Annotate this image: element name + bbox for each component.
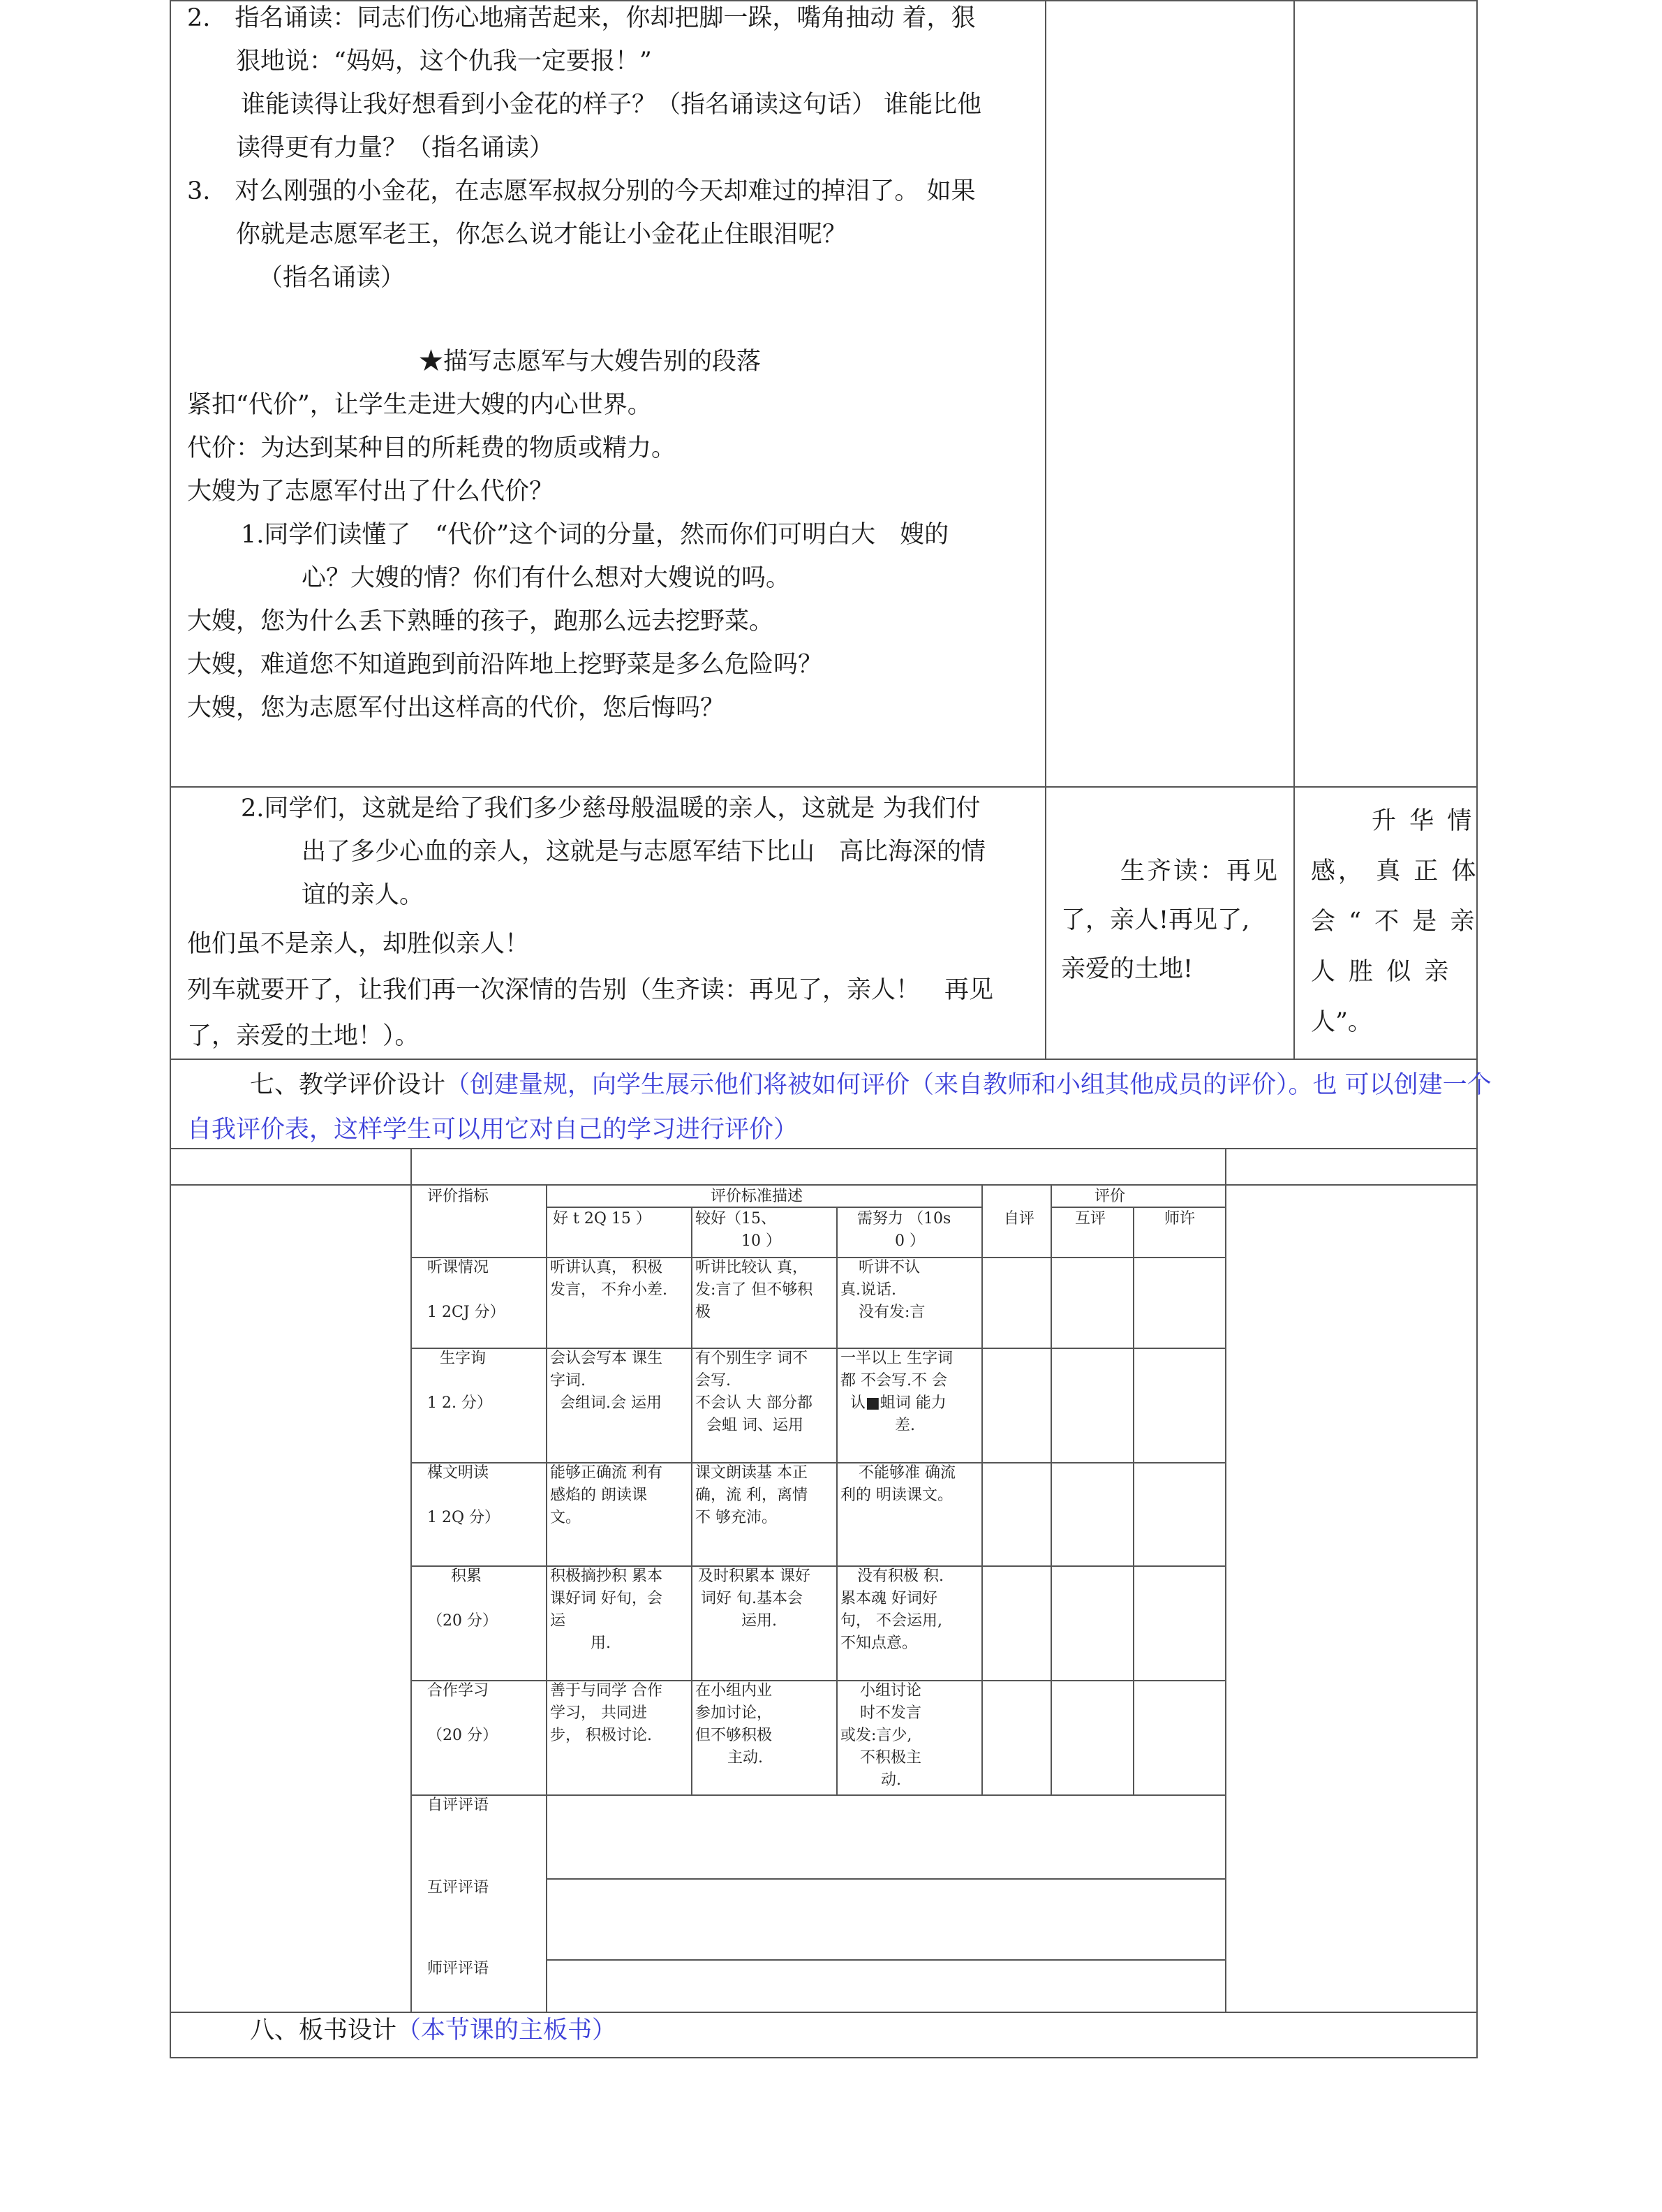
rubric-level-poor: 需努力 （10s <box>857 1210 951 1227</box>
rubric-poor: 不知点意。 <box>840 1635 918 1652</box>
text-line: 大嫂，您为志愿军付出这样高的代价，您后悔吗？ <box>187 694 725 722</box>
rubric-level-good: 好 t 2Q 15 ） <box>553 1210 651 1227</box>
design-intent: 感， 真 正 体 <box>1311 857 1479 885</box>
student-activity: 亲爱的土地! <box>1061 955 1194 983</box>
rubric-vline <box>1051 1184 1052 1794</box>
section-heading: ★描写志愿军与大嫂告别的段落 <box>419 348 762 376</box>
rubric-fair: 不会认 大 部分都 <box>695 1394 813 1412</box>
column-divider-intent <box>1293 0 1295 1060</box>
rubric-level-fair: 较好（15、 <box>695 1210 776 1227</box>
rubric-vline <box>691 1207 692 1794</box>
text-line: 1.同学们读懂了 “代价”这个词的分量，然而你们可明白大 嫂的 <box>241 521 949 549</box>
row-divider-2 <box>170 1059 1478 1060</box>
rubric-level-poor: 0 ） <box>895 1232 925 1250</box>
design-intent: 人 胜 似 亲 <box>1311 958 1452 986</box>
rubric-divider <box>170 1184 1478 1186</box>
text-line: 了，亲爱的土地！）。 <box>187 1022 420 1050</box>
section-8-title: 八、板书设计 <box>250 2016 397 2044</box>
rubric-fair: 极 <box>695 1304 711 1321</box>
comment-self-label: 自评评语 <box>427 1797 489 1814</box>
row-divider-1 <box>170 786 1478 788</box>
rubric-indicator-score: 1 2CJ 分） <box>427 1304 505 1321</box>
rubric-poor: 都 不会写.不 会 <box>840 1372 947 1389</box>
rubric-good: 积极摘抄积 累本 <box>550 1568 662 1585</box>
rubric-good: 步， 积极讨论. <box>550 1727 652 1744</box>
section-7-title: 七、教学评价设计 <box>250 1071 446 1099</box>
rubric-fair: 课文朗读基 本正 <box>695 1464 808 1482</box>
rubric-fair: 参加讨论， <box>695 1704 773 1722</box>
rubric-poor: 一半以上 生字词 <box>840 1350 953 1367</box>
rubric-good: 学习， 共同进 <box>550 1704 647 1722</box>
table-border-right <box>1476 0 1478 2058</box>
rubric-good: 感焰的 朗读课 <box>550 1487 647 1504</box>
text-line: 谁能读得让我好想看到小金花的样子？（指名诵读这句话） 谁能比他 <box>241 91 982 119</box>
rubric-indicator-score: 1 2Q 分） <box>427 1509 500 1526</box>
text-line: 列车就要开了，让我们再一次深情的告别（生齐读：再见了，亲人！ 再见 <box>187 976 994 1004</box>
rubric-indicator: 听课情况 <box>427 1259 489 1276</box>
rubric-fair: 确，流 利，离情 <box>695 1487 808 1504</box>
rubric-col-teacher: 师许 <box>1164 1210 1196 1227</box>
rubric-poor: 不积极主 <box>860 1749 922 1767</box>
text-line: 大嫂，难道您不知道跑到前沿阵地上挖野菜是多么危险吗？ <box>187 651 823 679</box>
design-intent: 升 华 情 <box>1372 807 1475 835</box>
rubric-header-eval: 评价 <box>1095 1188 1126 1205</box>
rubric-good: 会组词.会 运用 <box>560 1394 662 1412</box>
comment-teacher-label: 师评评语 <box>427 1960 489 1977</box>
rubric-vline <box>1133 1207 1134 1794</box>
design-intent: 人”。 <box>1311 1008 1372 1036</box>
text-line: 2.同学们，这就是给了我们多少慈母般温暖的亲人，这就是 为我们付 <box>241 795 981 823</box>
rubric-fair: 不 够充沛。 <box>695 1509 777 1526</box>
rubric-good: 善于与同学 合作 <box>550 1682 662 1699</box>
rubric-poor: 不能够准 确流 <box>859 1464 956 1482</box>
table-border-bottom <box>170 2057 1478 2058</box>
text-line: 读得更有力量？（指名诵读） <box>236 134 554 162</box>
rubric-hline <box>410 1462 1226 1463</box>
table-border-top <box>170 0 1478 1</box>
rubric-poor: 认■蛆词 能力 <box>850 1394 947 1412</box>
text-line: 大嫂为了志愿军付出了什么代价？ <box>187 478 554 506</box>
rubric-fair: 但不够积极 <box>695 1727 773 1744</box>
text-line: 2. 指名诵读：同志们伤心地痛苦起来，你却把脚一跺，嘴角抽动 着，狠 <box>187 4 976 32</box>
rubric-indicator-score: （20 分） <box>427 1727 498 1744</box>
student-activity: 生齐读：再见 <box>1120 857 1280 885</box>
text-line: 他们虽不是亲人，却胜似亲人！ <box>187 930 530 958</box>
rubric-hline <box>410 1680 1226 1681</box>
rubric-fair: 听讲比较认 真， <box>695 1259 808 1276</box>
rubric-good: 运 <box>550 1612 566 1630</box>
text-line: 3. 对么刚强的小金花，在志愿军叔叔分别的今天却难过的掉泪了。 如果 <box>187 177 976 205</box>
rubric-poor: 句， 不会运用, <box>840 1612 942 1630</box>
rubric-poor: 没有积极 积. <box>857 1568 944 1585</box>
rubric-poor: 或发:言少, <box>840 1727 912 1744</box>
text-line: 紧扣“代价”，让学生走进大嫂的内心世界。 <box>187 391 652 419</box>
rubric-indicator-score: 1 2. 分） <box>427 1394 492 1412</box>
rubric-poor: 没有发:言 <box>859 1304 926 1321</box>
rubric-indicator: 合作学习 <box>427 1682 489 1699</box>
text-line: 出了多少心血的亲人，这就是与志愿军结下比山 高比海深的情 <box>302 838 986 866</box>
text-line: 心？大嫂的情？你们有什么想对大嫂说的吗。 <box>302 564 791 592</box>
rubric-indicator: 积累 <box>451 1568 482 1585</box>
rubric-poor: 时不发言 <box>860 1704 922 1722</box>
rubric-poor: 累本魂 好词好 <box>840 1590 937 1607</box>
rubric-good: 用. <box>591 1635 611 1652</box>
rubric-fair: 在小组内业 <box>695 1682 773 1699</box>
rubric-poor: 利的 明读课文。 <box>840 1487 953 1504</box>
rubric-good: 听讲认真， 积极 <box>550 1259 662 1276</box>
rubric-poor: 听讲不认 <box>859 1259 921 1276</box>
rubric-indicator-score: （20 分） <box>427 1612 498 1630</box>
text-line: （指名诵读） <box>258 264 406 292</box>
text-line: 大嫂，您为什么丢下熟睡的孩子，跑那么远去挖野菜。 <box>187 607 774 635</box>
row-divider-3 <box>170 1148 1478 1149</box>
design-intent: 会 “ 不 是 亲 <box>1311 908 1478 936</box>
rubric-vline <box>981 1184 983 1794</box>
rubric-hline <box>546 1959 1226 1961</box>
rubric-fair: 会蛆 词、运用 <box>706 1417 803 1434</box>
rubric-vline <box>836 1207 838 1794</box>
table-border-left <box>170 0 171 2058</box>
rubric-poor: 小组讨论 <box>860 1682 922 1699</box>
rubric-fair: 词好 旬.基本会 <box>701 1590 803 1607</box>
rubric-poor: 差. <box>895 1417 915 1434</box>
rubric-good: 能够正确流 利有 <box>550 1464 662 1482</box>
section-7-note: （创建量规，向学生展示他们将被如何评价（来自教师和小组其他成员的评价）。也 可以创建一个 <box>445 1071 1492 1099</box>
rubric-poor: 动. <box>881 1771 901 1789</box>
rubric-header-criteria: 评价标准描述 <box>711 1188 803 1205</box>
rubric-hline <box>410 1794 1226 1796</box>
rubric-fair: 主动. <box>727 1749 763 1767</box>
comment-peer-label: 互评评语 <box>427 1879 489 1896</box>
rubric-fair: 有个别生字 词不 <box>695 1350 808 1367</box>
text-line: 你就是志愿军老王，你怎么说才能让小金花止住眼泪呢？ <box>236 221 847 249</box>
rubric-poor: 真.说话. <box>840 1281 896 1299</box>
rubric-col-self: 自评 <box>1004 1210 1035 1227</box>
rubric-fair: 发:言了 但不够积 <box>695 1281 813 1299</box>
section-7-note-line-2: 自我评价表，这样学生可以用它对自己的学习进行评价） <box>187 1116 799 1144</box>
rubric-vline <box>1225 1148 1226 2012</box>
student-activity: 了，亲人!再见了, <box>1061 906 1250 934</box>
rubric-fair: 运用. <box>741 1612 777 1630</box>
rubric-vline <box>546 1184 547 2012</box>
rubric-hline <box>546 1878 1226 1880</box>
section-8-note: （本节课的主板书） <box>396 2016 617 2044</box>
text-line: 谊的亲人。 <box>302 881 424 909</box>
rubric-fair: 及时积累本 课好 <box>698 1568 810 1585</box>
rubric-hline <box>410 1257 1226 1258</box>
rubric-fair: 会写. <box>695 1372 731 1389</box>
rubric-good: 文。 <box>550 1509 581 1526</box>
rubric-good: 发言， 不弁小差. <box>550 1281 667 1299</box>
rubric-col-peer: 互评 <box>1075 1210 1106 1227</box>
rubric-hline <box>410 1565 1226 1567</box>
text-line: 狠地说：“妈妈，这个仇我一定要报！” <box>236 47 652 75</box>
section-8 <box>250 2016 616 2044</box>
rubric-hline <box>410 1348 1226 1349</box>
row-divider-4 <box>170 2012 1478 2013</box>
rubric-level-fair: 10 ） <box>741 1232 781 1250</box>
rubric-indicator: 生字询 <box>440 1350 487 1367</box>
rubric-indicator: 楳文明读 <box>427 1464 489 1482</box>
rubric-good: 课好词 好旬，会 <box>550 1590 662 1607</box>
rubric-vline <box>410 1148 412 2012</box>
column-divider-student <box>1045 0 1046 1060</box>
rubric-header-indicator: 评价指标 <box>427 1188 489 1205</box>
rubric-good: 会认会写本 课生 <box>550 1350 662 1367</box>
rubric-good: 字词. <box>550 1372 586 1389</box>
text-line: 代价：为达到某种目的所耗费的物质或精力。 <box>187 434 676 462</box>
section-title <box>250 1071 1492 1099</box>
